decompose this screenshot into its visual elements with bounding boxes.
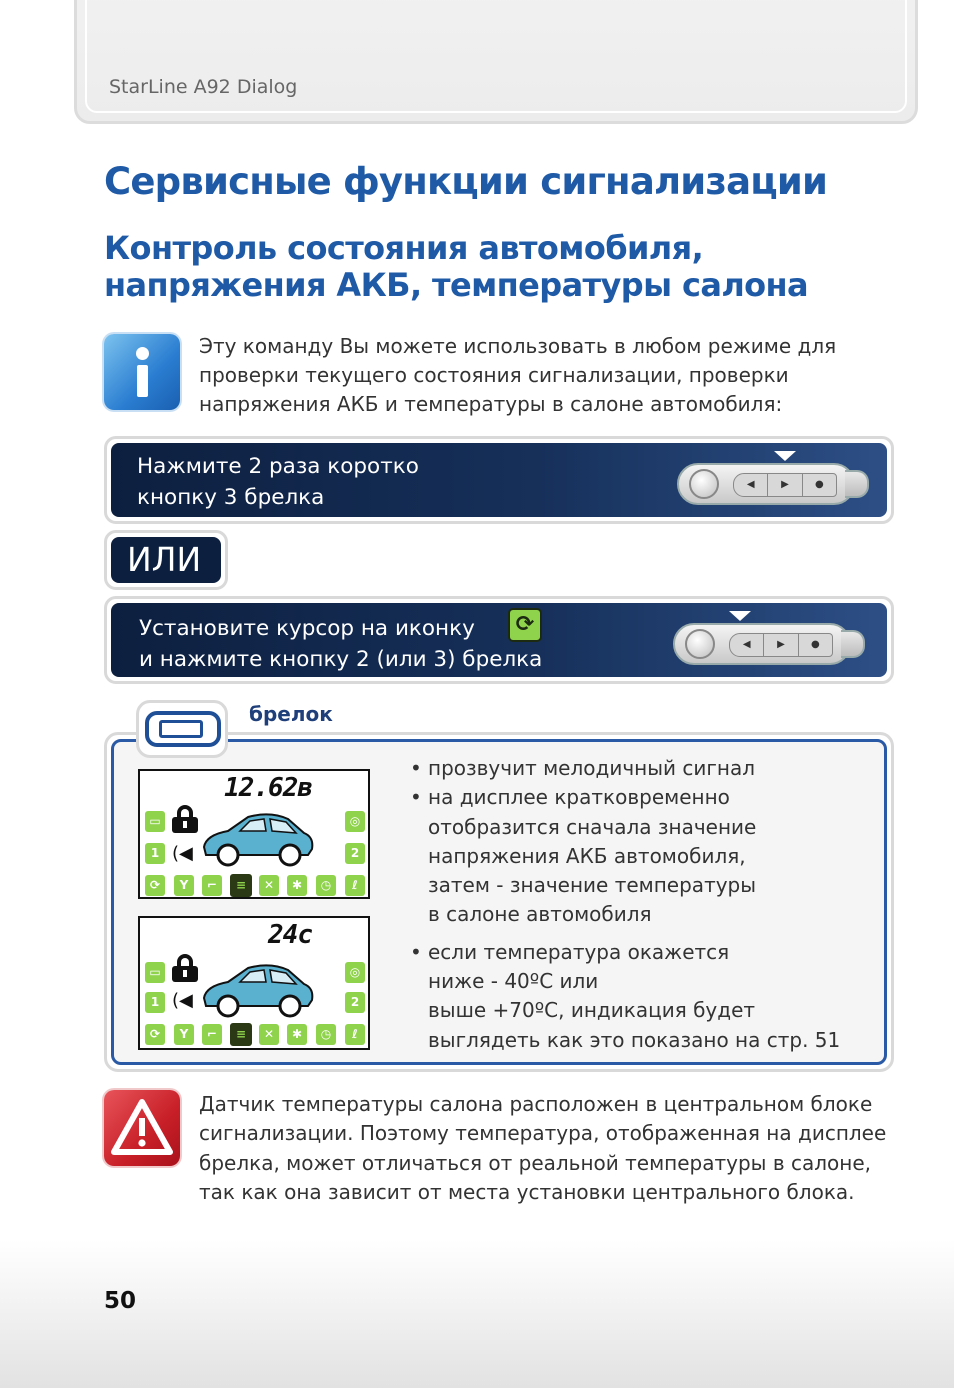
warning-paragraph: Датчик температуры салона расположен в центральном блоке сигнализации. Поэтому температура, отображенная на дисплее брелка, может отличаться от реальной температуры в салоне, так как она зависит от места установки центрального блока. (199, 1092, 887, 1204)
clock-icon: ◷ (316, 1024, 336, 1045)
key-fob-icon (673, 617, 873, 671)
fob-button-1 (689, 469, 719, 499)
warning-icon (104, 1090, 180, 1166)
car-icon (200, 809, 316, 867)
siren-icon: (◀ (172, 843, 193, 864)
fob-button-3: ▶ (763, 634, 797, 656)
page-header (74, 0, 918, 124)
siren-icon: (◀ (172, 990, 193, 1011)
fan-icon: ✱ (287, 875, 307, 896)
thermometer-icon: ℓ (345, 1024, 365, 1045)
lcd-display-temperature (138, 916, 370, 1050)
button-marker-icon (774, 451, 796, 461)
lock-icon (172, 805, 198, 833)
alarm-selected-icon: ≡ (230, 1023, 252, 1046)
temperature-readout: 24с (268, 920, 312, 950)
cycle-icon: ⟳ (145, 1024, 165, 1045)
info-icon (104, 334, 180, 410)
header-product-name: StarLine A92 Dialog (109, 76, 298, 98)
fob-button-4: ● (798, 634, 832, 656)
cycle-icon: ⟳ (508, 608, 542, 642)
instruction-bar-2 (104, 596, 894, 684)
alarm-selected-icon: ≡ (230, 874, 252, 897)
ignition-icon: ✕ (259, 1024, 279, 1045)
or-badge (104, 530, 228, 590)
page-footer-band (0, 1240, 954, 1388)
ignition-icon: ✕ (259, 875, 279, 896)
key-fob-device-icon (136, 700, 228, 758)
info-paragraph (199, 332, 879, 419)
instruction-text-2: Установите курсор на иконку и нажмите кнопку 2 (или 3) брелка (139, 616, 543, 672)
subtitle-line: Контроль состояния автомобиля, (104, 229, 704, 267)
lock-icon (172, 954, 198, 982)
voltage-readout: 12.62в (224, 773, 312, 803)
fob-button-3: ▶ (767, 474, 801, 496)
instruction-bar-1 (104, 436, 894, 524)
subtitle-line: напряжения АКБ, температуры салона (104, 266, 809, 304)
engine-icon: ◎ (345, 962, 365, 983)
list-item: • прозвучит мелодичный сигнал (410, 754, 870, 783)
trunk-icon: ▭ (145, 962, 165, 983)
info-line: напряжения АКБ и температуры в салоне автомобиля: (199, 392, 783, 416)
fob-button-2: ◀ (742, 639, 751, 650)
list-item: • если температура окажется ниже - 40ºС или выше +70ºС, индикация будет выглядеть как это показано на стр. 51 (410, 938, 870, 1055)
info-line: проверки текущего состояния сигнализации, проверки (199, 363, 789, 387)
channel-2-icon: 2 (345, 992, 365, 1013)
result-label: брелок (249, 702, 333, 726)
valet-icon: ⌐ (202, 875, 222, 896)
instruction-text-1: Нажмите 2 раза коротко кнопку 3 брелка (137, 454, 419, 510)
fob-button-2: ◀ (746, 479, 755, 490)
engine-icon: ◎ (345, 811, 365, 832)
fan-icon: ✱ (287, 1024, 307, 1045)
service-icon: Y (174, 875, 194, 896)
thermometer-icon: ℓ (345, 875, 365, 896)
channel-1-icon: 1 (145, 992, 165, 1013)
fob-button-4: ● (802, 474, 836, 496)
list-item: • на дисплее кратковременно отобразится сначала значение напряжения АКБ автомобиля, затем - значение температуры в салоне автомобиля (410, 783, 870, 929)
cycle-icon: ⟳ (145, 875, 165, 896)
page-number: 50 (104, 1288, 137, 1314)
result-bullet-list (410, 754, 870, 1063)
service-icon: Y (174, 1024, 194, 1045)
or-label: ИЛИ (111, 537, 221, 583)
fob-button-1 (685, 629, 715, 659)
channel-2-icon: 2 (345, 843, 365, 864)
trunk-icon: ▭ (145, 811, 165, 832)
button-marker-icon (729, 611, 751, 621)
car-icon (200, 960, 316, 1018)
section-subtitle (104, 230, 808, 304)
valet-icon: ⌐ (202, 1024, 222, 1045)
page-title: Сервисные функции сигнализации (104, 160, 828, 203)
clock-icon: ◷ (316, 875, 336, 896)
lcd-display-voltage (138, 769, 370, 899)
channel-1-icon: 1 (145, 843, 165, 864)
info-line: Эту команду Вы можете использовать в любом режиме для (199, 334, 837, 358)
key-fob-icon (677, 457, 877, 511)
